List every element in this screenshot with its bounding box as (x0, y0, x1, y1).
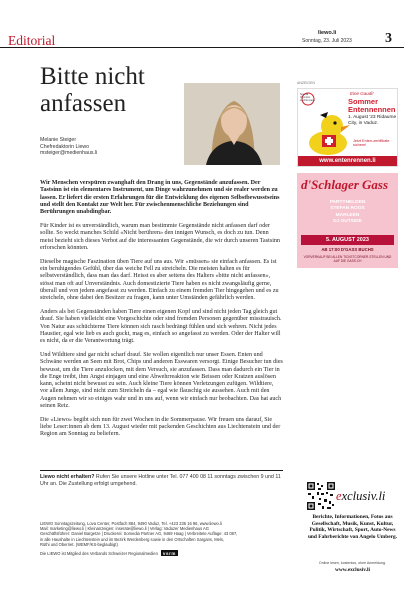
article-body (40, 180, 283, 445)
body-paragraph: Dieselbe magische Faszination üben Tiere auf uns aus. Wir «müssen» sie einfach anfassen. Es ist ein beruhigendes Gefühl, über das weiche Fell zu streicheln. Die meisten halten es für selbstverständlich, dass man das darf. Heisst es aber seitens des Halters «bitte nicht anfassen», stösst man oft auf Unverständnis. Auch domestizierte Tiere haben es nicht zwangsläufig gerne, überall und von jedem angefasst zu werden. Einfach zu einem fremden Tier hingegehen und es zu streicheln, ohne dabei den Besitzer zu fragen, kann unter Umständen gefährlich werden. (40, 258, 279, 302)
imprint-line: Mail: marketing@liewo.li | Kleinanzeigen: inserate@liewo.li | Verlag: Vaduzer Medienhaus AG (40, 526, 209, 532)
ad-kicker: Eine Gaudi! (350, 91, 374, 96)
delivery-text: Rufen Sie unsere Hotline unter Tel. 077 400 08 11 sonntags zwischen 9 und 11 Uhr an. Die Zustellung erfolgt umgehend. (40, 474, 281, 487)
exclusiv-logo-main: xclusiv.li (341, 489, 386, 503)
ad-dates: 1. August '23 Ridaume City, in Vaduz. (348, 115, 397, 126)
imprint (40, 521, 283, 556)
body-paragraph: Und Wildtiere sind gar nicht scharf drauf. Sie wollen eigentlich nur unser Essen. Enten und Schwäne werden an Seen mit Brot, Chips und anderen Esswaren versorgt. Einige Besucher tun dies bewusst, um die Tiere anzulocken, mit dem Versuch, sie anzufassen. Dass man dadurch ein Tier in die Enge treibt, ihm Angst einjagen und eine Abwehrreaktion wie Beissen oder Kratzen auslösen kann, scheint nicht bewusst zu sein. Auch kleine Tiere können Verletzungen zufügen. Wildtiere, vor allem Junge, sind nicht zum Streicheln da – egal wie flauschig sie aussehen. Auch mit den Augen nehmen wir so einiges wahr und in uns auf, wenn wir einfach nur beobachten. Das hat auch seinen Reiz. (40, 351, 283, 410)
footer-divider (40, 470, 283, 471)
act-item: MARLEEN (335, 212, 360, 218)
ad-title (348, 98, 396, 113)
act-item: PARTYHELDEN (329, 200, 366, 205)
exclusiv-logo (336, 489, 385, 504)
ad-label: ANZEIGEN (297, 81, 315, 85)
author-photo (184, 83, 280, 165)
body-paragraph: Wir Menschen verspüren zwanghaft den Drang in uns, Gegenstände anzufassen. Der Tastsinn ist ein elementares Instrument, um Dinge wahrzunehmen und sie realer werden zu lassen. Er liefert die ersten Erfahrungen für die Entwicklung des eigenen Selbstbewusstseins und stellt den Kontakt zur Welt her. Für zwischenmenschliche Beziehungen sind Berührungen unabdingbar. (40, 180, 280, 216)
ad-time: AB 17:00 D'GASS BUCHS (321, 247, 374, 252)
vsrm-logo: vsrm (162, 550, 177, 556)
author-name: Melanie Steiger (40, 137, 77, 143)
membership-text: Die LIEWO ist Mitglied des Verbands Schweizer Regionalmedien (40, 550, 158, 556)
imprint-line: Rüthi und Oberriet. (WEMF/KS-beglaubigt) (40, 541, 118, 547)
exclusiv-logo-prefix: e (336, 489, 342, 503)
ad-title-line-1: Sommer (348, 97, 379, 106)
qr-code-icon (306, 481, 336, 511)
act-item: DJ OUTSIDE (333, 218, 362, 224)
section-title: Editorial (8, 33, 56, 48)
ad-title-line-2: Entennennen (348, 104, 396, 114)
ad-small-text: Online lesen, kostenlos, ohne Anmeldung. (318, 561, 387, 565)
brand-name: liewo.li (318, 30, 337, 36)
act-item: STEFAN ROOS (330, 206, 365, 212)
olympics-logo-text: Special Olympics Liechtenstein (300, 93, 315, 102)
imprint-line: in alle Haushalte in Liechtenstein und im Bezirk Werdenberg sowie in den Ortschaften Sargans, Mels, (40, 536, 225, 542)
ad-acts (297, 200, 398, 225)
membership-line (40, 550, 283, 556)
delivery-notice (40, 474, 283, 488)
body-paragraph: Für Kinder ist es unverständlich, warum man bestimmte Gegenstände nicht anfassen darf oder sollte. So weckt manches Schild «Nicht berühren» den innigen Wunsch, es doch zu tun. Denn meist bezieht sich dieses Verbot auf die interessanten Gegenstände, die wir durch unseren Tastsinn erforschen könnten. (40, 222, 280, 251)
headline: Bitte nicht anfassen (40, 63, 145, 117)
ad-title: d'Schlager Gass (301, 177, 389, 192)
imprint-line: LIEWO Sonntagszeitung, Lova Center, Postfach 884, 9490 Vaduz, Tel. +423 236 16 96, www.liewo.li (40, 521, 222, 526)
body-paragraph: Die «Liewo» begibt sich nun für zwei Wochen in die Sommerpause. Wir freuen uns darauf, Sie liebe Leser:innen ab dem 13. August wieder mit packenden Geschichten aus Liechtenstein und der Region am Sonntag zu beliefern. (40, 416, 281, 438)
page-number: 3 (385, 31, 392, 46)
ad-exclusiv[interactable] (306, 481, 399, 585)
ad-url[interactable]: www.exclusiv.li (334, 567, 371, 573)
imprint-line: Geschäftsführer: Daniel Bargetze | Druckerei: Somedia Partner AG, 9469 Haag | Verbreitete Auflage: 43 087, (40, 531, 238, 537)
page-header (0, 0, 404, 48)
portrait-image (184, 83, 280, 165)
ad-text: Berichte, Informationen, Fotos aus Gesellschaft, Musik, Kunst, Kultur, Politik, Wirtschaft, Sport, Auto-News und Fahrberichte von Angelo Umberg. (307, 514, 398, 540)
ad-url[interactable]: www.entenrennen.li (298, 156, 397, 166)
author-byline (40, 137, 97, 157)
delivery-question: Liewo nicht erhalten? (40, 474, 95, 480)
issue-date: Sonntag, 23. Juli 2023 (302, 38, 352, 44)
author-role: Chefredaktorin Liewo (40, 143, 90, 150)
ad-vorverkauf: VORVERKAUF BEI ALLEN TICKETCORNER-STELLEN UND AUF DIE GASS.CH (303, 255, 392, 263)
ad-sommer-entenrennen[interactable] (297, 88, 398, 167)
author-email[interactable]: msteiger@medienhaus.li (40, 150, 98, 157)
ad-schlager-gass[interactable] (297, 173, 398, 268)
ad-note: Jetzt Enten-zertifikate sichern! (353, 139, 390, 148)
body-paragraph: Anders als bei Gegenständen haben Tiere einen eigenen Kopf und sind nicht jeden Tag gleich gut drauf. Sie haben vielleicht eine Vorgeschichte oder sind fremden Personen gegenüber misstrauisch. Von Natur aus schüchterne Tiere können sich rasch bedrängt fühlen und sich wehren. Nicht jedes Haustier, egal wie lieb es auch guckt, mag es, einfach so angefasst zu werden. Oder der Halter will es nicht, da er die Verantwortung trägt. (40, 308, 282, 345)
ad-date: 5. AUGUST 2023 (301, 235, 394, 245)
